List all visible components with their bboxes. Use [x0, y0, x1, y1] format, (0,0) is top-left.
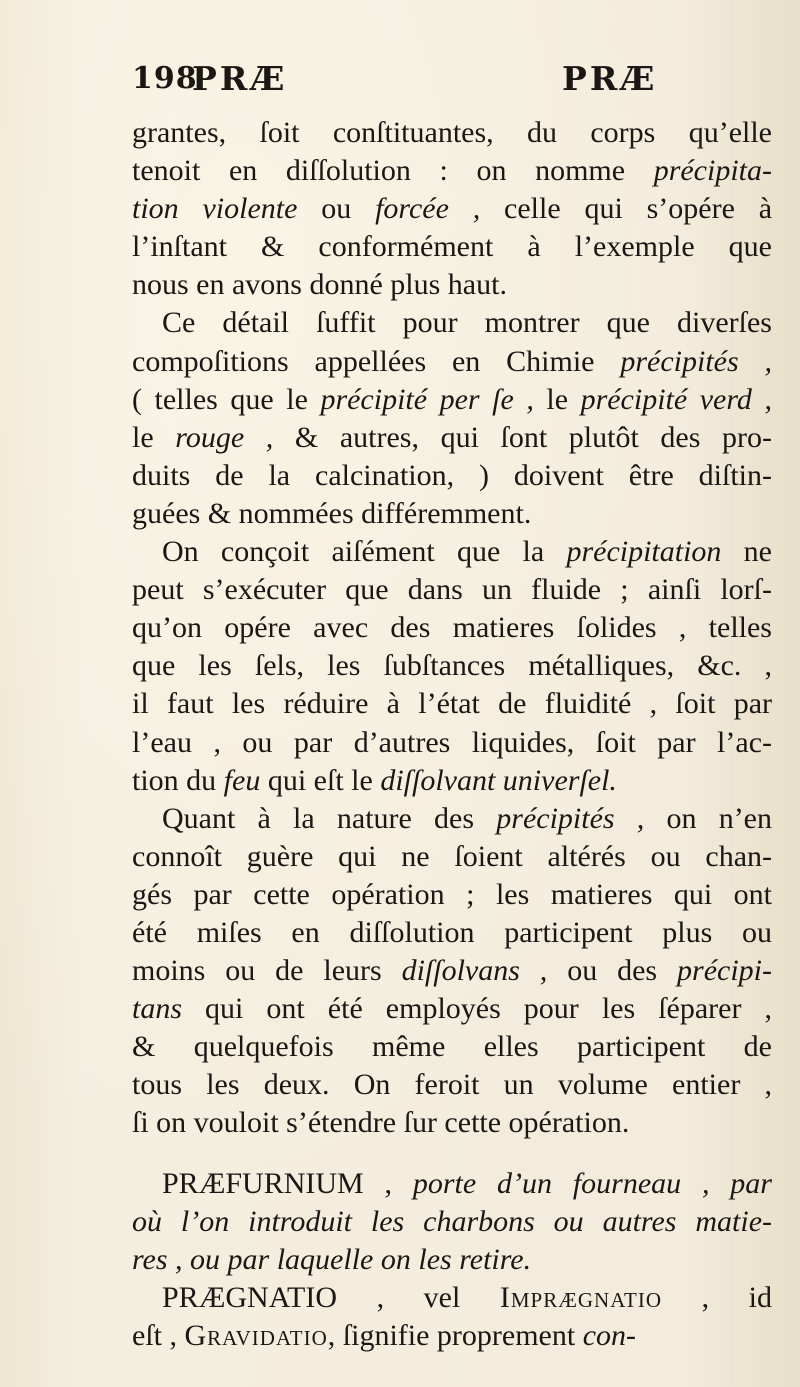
text-line — [132, 419, 772, 457]
text-segment: tenoit en diſſolution : on nomme — [132, 154, 654, 188]
text-segment: moins ou de leurs — [132, 954, 402, 988]
italic-text: précipitation — [566, 535, 722, 569]
text-segment: qui ont été employés pour les ſéparer , — [182, 992, 772, 1026]
right-headword: PRÆ — [562, 59, 658, 98]
running-header — [132, 55, 772, 105]
text-segment: celle qui s’opére à — [480, 192, 772, 226]
text-line — [132, 381, 772, 419]
text-segment: , id — [662, 1280, 772, 1314]
text-line — [132, 685, 772, 723]
text-line — [132, 1203, 772, 1241]
left-headword: PRÆ — [192, 59, 288, 98]
text-segment: été miſes en diſſolution participent plus ou — [132, 915, 772, 949]
italic-text: précipita- — [653, 154, 772, 188]
text-segment: on n’en — [644, 801, 772, 835]
text-line — [132, 457, 772, 495]
text-segment: l’inſtant & conformément à l’exemple que — [132, 230, 772, 264]
text-segment: ( telles que le — [132, 382, 321, 416]
text-line — [132, 266, 772, 304]
text-segment: grantes, ſoit conſtituantes, du corps qu’elle — [132, 116, 772, 149]
text-segment: qu’on opére avec des matieres ſolides , telles — [132, 611, 772, 645]
text-segment: il faut les réduire à l’état de fluidité , ſoit par — [132, 687, 772, 721]
italic-text: res , ou par laquelle on les retire. — [132, 1242, 532, 1276]
text-line — [132, 343, 772, 381]
text-line — [132, 190, 772, 228]
text-segment: ne — [721, 535, 772, 569]
body-text — [132, 114, 772, 1355]
text-segment: PRÆFURNIUM , — [162, 1166, 413, 1200]
italic-text: forcée , — [375, 192, 481, 226]
italic-text: feu — [223, 763, 261, 797]
text-line — [132, 495, 772, 533]
text-segment: tous les deux. On feroit un volume entier , — [132, 1068, 772, 1102]
italic-text: précipités , — [620, 344, 772, 378]
text-line — [132, 647, 772, 685]
text-segment: le — [533, 382, 581, 416]
text-segment: tion du — [132, 763, 224, 797]
text-line — [132, 724, 772, 762]
text-line — [132, 571, 772, 609]
text-segment: nous en avons donné plus haut. — [132, 268, 507, 302]
text-segment: & quelquefois même elles participent de — [132, 1030, 772, 1064]
text-segment: qui eſt le — [260, 763, 381, 797]
text-line — [132, 800, 772, 838]
text-segment: gés par cette opération ; les matieres qui ont — [132, 877, 772, 911]
smallcaps-text: Imprægnatio — [499, 1280, 663, 1314]
italic-text: où l’on introduit les charbons ou autres matie- — [132, 1204, 772, 1238]
text-segment: Quant à la nature des — [162, 801, 497, 835]
text-segment: ou — [297, 192, 376, 226]
text-line — [132, 533, 772, 571]
text-line — [132, 1317, 772, 1355]
text-segment: l’eau , ou par d’autres liquides, ſoit par l’ac- — [132, 725, 772, 759]
italic-text: précipités , — [496, 801, 645, 835]
text-line — [132, 838, 772, 876]
text-line — [132, 762, 772, 800]
text-segment: ſi on vouloit s’étendre ſur cette opération. — [132, 1106, 630, 1140]
text-line — [132, 1066, 772, 1104]
text-segment: & autres, qui ſont plutôt des pro- — [273, 420, 772, 454]
text-line — [132, 304, 772, 342]
italic-text: précipi- — [677, 954, 772, 988]
text-line — [132, 1028, 772, 1066]
text-segment: duits de la calcination, ) doivent être diſtin- — [132, 458, 772, 492]
text-line — [132, 1104, 772, 1142]
text-segment: PRÆGNATIO , vel — [162, 1280, 500, 1314]
italic-text: précipité verd , — [580, 382, 772, 416]
text-line — [132, 952, 772, 990]
text-segment: eſt , — [132, 1318, 185, 1352]
text-segment: ou des — [547, 954, 678, 988]
text-segment: connoît guère qui ne ſoient altérés ou chan- — [132, 839, 772, 873]
page-number: 198 — [132, 61, 198, 96]
italic-text: con- — [582, 1318, 637, 1352]
text-segment: guées & nommées différemment. — [132, 496, 532, 530]
italic-text: tion violente — [132, 192, 298, 226]
text-line — [132, 609, 772, 647]
text-line — [132, 228, 772, 266]
text-line — [132, 114, 772, 152]
smallcaps-text: Gravidatio — [184, 1318, 328, 1352]
text-segment: peut s’exécuter que dans un fluide ; ainſi lorſ- — [132, 573, 772, 607]
text-segment: que les ſels, les ſubſtances métalliques, &c. , — [132, 649, 772, 683]
text-segment: compoſitions appellées en Chimie — [132, 344, 621, 378]
text-line — [132, 990, 772, 1028]
text-segment: le — [132, 420, 176, 454]
italic-text: rouge , — [175, 420, 274, 454]
text-line — [132, 876, 772, 914]
italic-text: porte d’un fourneau , par — [412, 1166, 772, 1200]
italic-text: diſſolvant univerſel. — [380, 763, 617, 797]
text-line — [132, 1279, 772, 1317]
text-segment: Ce détail ſuffit pour montrer que diverſes — [162, 306, 772, 340]
text-segment: , ſignifie proprement — [327, 1318, 583, 1352]
italic-text: tans — [132, 992, 183, 1026]
text-line — [132, 152, 772, 190]
italic-text: précipité per ſe , — [320, 382, 534, 416]
text-line — [132, 1165, 772, 1203]
text-line — [132, 1241, 772, 1279]
italic-text: diſſolvans , — [401, 954, 548, 988]
text-segment: On conçoit aiſément que la — [162, 535, 567, 569]
text-line — [132, 914, 772, 952]
